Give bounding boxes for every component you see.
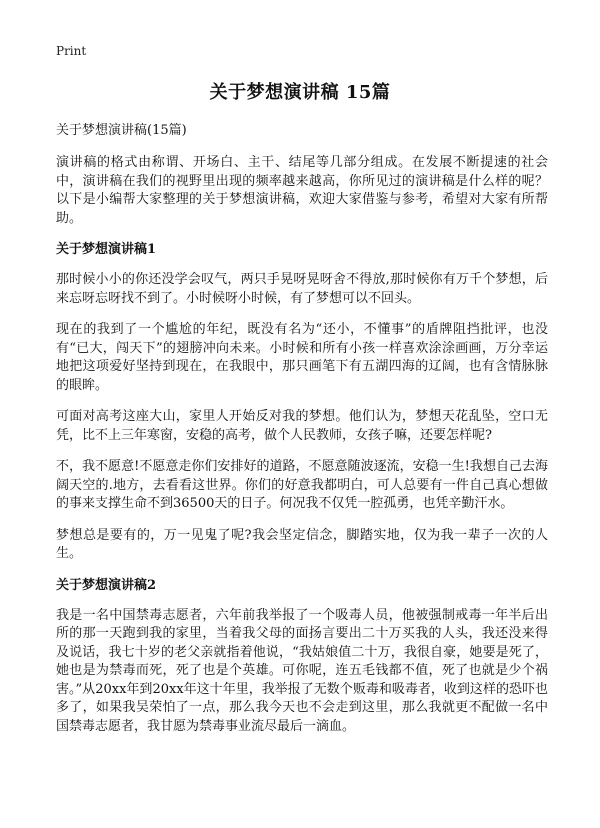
document-body: [56, 122, 548, 749]
section2-paragraph: 我是一名中国禁毒志愿者，六年前我举报了一个吸毒人员，他被强制戒毒一年半后出所的那一天跑到我的家里，当着我父母的面扬言要出二十万买我的人头，我还没来得及说话，我七十岁的老父亲就指着他说，“我姑娘值二十万，我很自豪，她要是死了，她也是为禁毒而死，死了也是个英雄。可你呢，连五毛钱都不值，死了也就是少个祸害。”从20xx年到20xx年这十年里，我举报了无数个贩毒和吸毒者，收到这样的恐吓也多了，如果我吴荣怕了一点，那么我今天也不会走到这里，那么我就更不配做一名中国禁毒志愿者，我甘愿为禁毒事业流尽最后一滴血。: [56, 607, 548, 734]
section1-paragraph: 那时候小小的你还没学会叹气，两只手晃呀晃呀舍不得放,那时候你有万千个梦想，后来忘呀忘呀找不到了。小时候呀小时候，有了梦想可以不回头。: [56, 272, 548, 306]
print-label: Print: [56, 44, 87, 58]
section-heading-2: 关于梦想演讲稿2: [56, 577, 157, 593]
section-heading-1: 关于梦想演讲稿1: [56, 242, 157, 257]
section1-paragraph: 现在的我到了一个尴尬的年纪，既没有名为“还小，不懂事”的盾牌阻挡批评，也没有“已大，闯天下”的翅膀冲向未来。小时候和所有小孩一样喜欢涂涂画画，万分幸运地把这项爱好坚持到现在，在我眼中，那只画笔下有五湖四海的辽阔，也有含情脉脉的眼眸。: [56, 322, 548, 393]
section1-paragraph: 可面对高考这座大山，家里人开始反对我的梦想。他们认为，梦想天花乱坠，空口无凭，比不上三年寒窗，安稳的高考，做个人民教师，女孩子嘛，还要怎样呢?: [56, 409, 548, 443]
intro-paragraph: 演讲稿的格式由称谓、开场白、主干、结尾等几部分组成。在发展不断提速的社会中，演讲稿在我们的视野里出现的频率越来越高，你所见过的演讲稿是什么样的呢？以下是小编帮大家整理的关于梦想演讲稿，欢迎大家借鉴与参考，希望对大家有所帮助。: [56, 155, 548, 226]
document-subtitle: 关于梦想演讲稿(15篇): [56, 123, 187, 138]
section1-paragraph: 不，我不愿意!不愿意走你们安排好的道路，不愿意随波逐流，安稳一生!我想自己去海阔天空的.地方，去看看这世界。你们的好意我都明白，可人总要有一件自己真心想做的事来支撑生命不到36500天的日子。何况我不仅凭一腔孤勇，也凭辛勤汗水。: [56, 459, 548, 511]
page-title: 关于梦想演讲稿 15篇: [209, 82, 391, 103]
section1-paragraph: 梦想总是要有的，万一见鬼了呢?我会坚定信念，脚踏实地，仅为我一辈子一次的人生。: [56, 527, 548, 561]
